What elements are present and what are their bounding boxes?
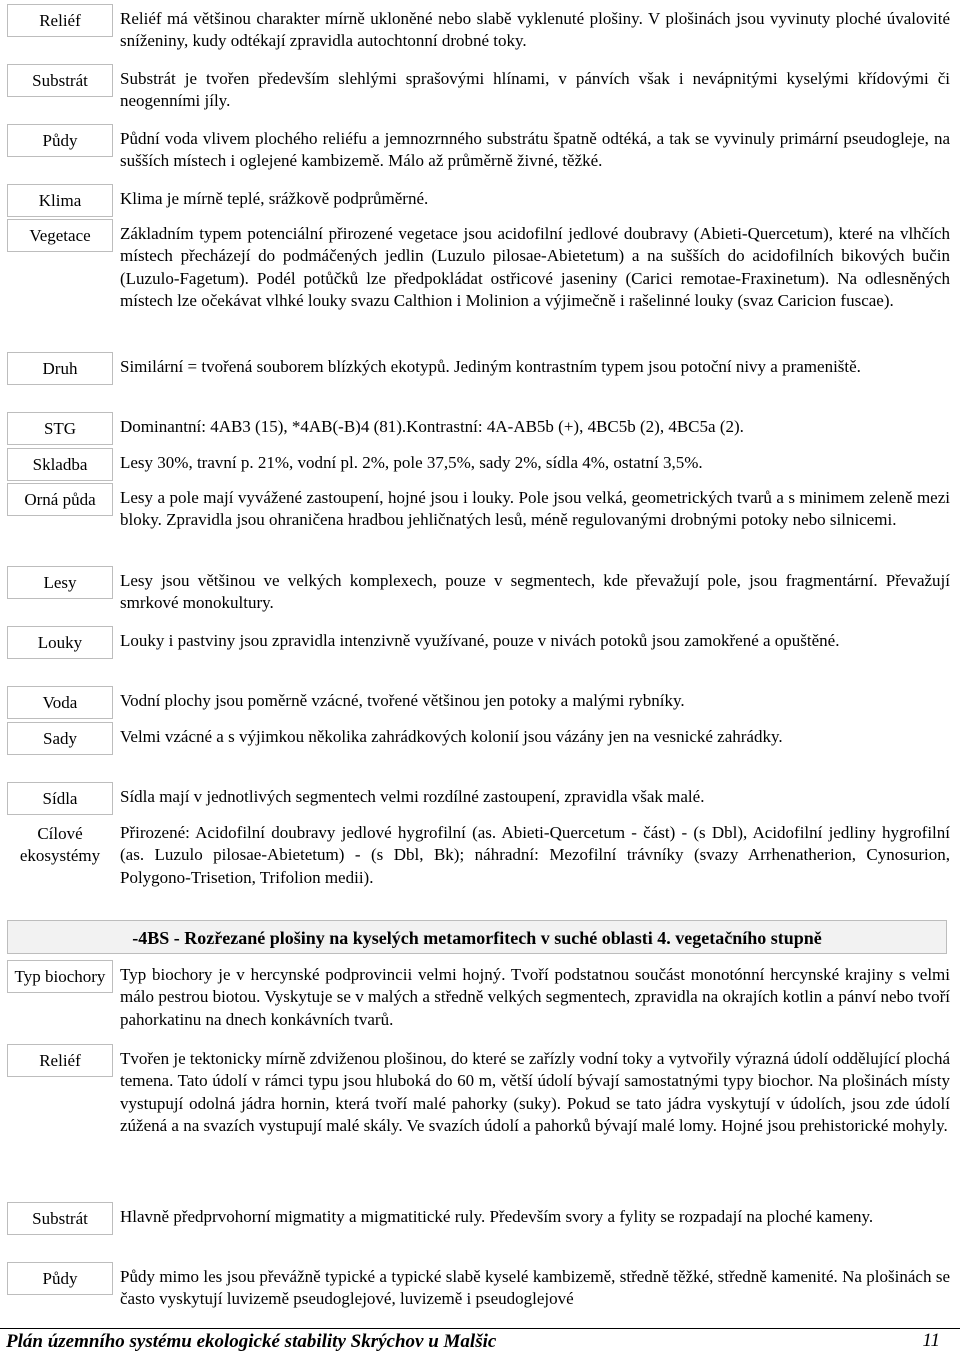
row-label: Klima	[7, 184, 113, 217]
row-text: Lesy a pole mají vyvážené zastoupení, hojné jsou i louky. Pole jsou velká, geometrických tvarů a s minimem zeleně mezi bloky. Zpravidla jsou ohraničena hradbou jehličnatých lesů, méně regulovanými drobnými potoky nebo silnicemi.	[120, 488, 950, 530]
row-text: Typ biochory je v hercynské podprovincii velmi hojný. Tvoří podstatnou součást monotónní hercynské krajiny s velmi málo pestrou biotou. Vyskytuje se v malých a středně velkých segmentech, zpravidla na okrajích kotlin a pánví nebo tvoří pahorkatinu na dnech konkávních tvarů.	[120, 965, 950, 1029]
footer-title: Plán územního systému ekologické stability Skrýchov u Malšic	[6, 1331, 497, 1352]
row-label: Orná půda	[7, 483, 113, 516]
row-label: Cílové ekosystémy	[19, 824, 101, 865]
row-label: Lesy	[7, 566, 113, 599]
row-label: Substrát	[7, 64, 113, 97]
row-text: Klima je mírně teplé, srážkově podprůměrné.	[120, 189, 429, 208]
row-text: Přirozené: Acidofilní doubravy jedlové hygrofilní (as. Abieti-Quercetum - část) - (s Dbl), Acidofilní jedliny hygrofilní (as. Luzulo pilosae-Abietetum) - (s Dbl, Bk); náhradní: Mezofilní trávníky (svazy Arrhenatherion, Cynosurion, Polygono-Trisetion, Trifolion medii).	[120, 823, 950, 887]
row-text: Půdy mimo les jsou převážně typické a typické slabě kyselé kambizemě, středně těžké, středně kamenité. Na plošinách se často vyskytují luvizemě pseudoglejové, luvizemě i pseudoglejové	[120, 1267, 950, 1309]
row-label: Vegetace	[7, 219, 113, 252]
row-label: STG	[7, 412, 113, 445]
row-text: Substrát je tvořen především slehlými sprašovými hlínami, v pánvích však i nevápnitými kyselými křídovými či neogenními jíly.	[120, 69, 950, 111]
row-label: Reliéf	[7, 4, 113, 37]
row-label: Druh	[7, 352, 113, 385]
row-text: Lesy jsou většinou ve velkých komplexech, pouze v segmentech, kde převažují pole, jsou fragmentární. Převažují smrkové monokultury.	[120, 571, 950, 613]
row-text: Hlavně předprvohorní migmatity a migmatitické ruly. Především svory a fylity se rozpadají na ploché kameny.	[120, 1207, 874, 1226]
row-label: Substrát	[7, 1202, 113, 1235]
row-label: Typ biochory	[7, 960, 113, 993]
row-text: Tvořen je tektonicky mírně zdviženou plošinou, do které se zařízly vodní toky a vytvořily výrazná údolí oddělující plochá temena. Tato údolí v rámci typu jsou hluboká do 60 m, větší údolí bývají samostatnými typy biochor. Na plošinách místy vystupují odolná jádra hornin, která tvoří malé pahorky (suky). Pokud se tato jádra vyskytují v údolích, jsou zde údolí zúžená a na svazích vystupují malé skály. Ve svazích údolí a pahorků bývají malé lomy. Hojné jsou prehistorické mohyly.	[120, 1049, 950, 1136]
row-label: Sady	[7, 722, 113, 755]
row-label: Půdy	[7, 124, 113, 157]
row-label: Půdy	[7, 1262, 113, 1295]
row-text: Dominantní: 4AB3 (15), *4AB(-B)4 (81).Kontrastní: 4A-AB5b (+), 4BC5b (2), 4BC5a (2).	[120, 417, 744, 436]
row-label: Louky	[7, 626, 113, 659]
row-text: Reliéf má většinou charakter mírně ukloněné nebo slabě vyklenuté plošiny. V plošinách jsou vyvinuty ploché úvalovité sníženiny, kudy odtékají zpravidla autochtonní drobné toky.	[120, 9, 950, 51]
row-label: Sídla	[7, 782, 113, 815]
footer-divider	[0, 1328, 960, 1329]
row-text: Sídla mají v jednotlivých segmentech velmi rozdílné zastoupení, zpravidla však malé.	[120, 787, 705, 806]
row-label: Voda	[7, 686, 113, 719]
page-number: 11	[922, 1330, 940, 1351]
row-text: Půdní voda vlivem plochého reliéfu a jemnozrnného substrátu špatně odtéká, a tak se vyvinuly primární pseudogleje, na sušších místech i oglejené kambizemě. Málo až průměrně živné, těžké.	[120, 129, 950, 171]
row-text: Velmi vzácné a s výjimkou několika zahrádkových kolonií jsou vázány jen na vesnické zahrádky.	[120, 727, 783, 746]
row-text: Lesy 30%, travní p. 21%, vodní pl. 2%, pole 37,5%, sady 2%, sídla 4%, ostatní 3,5%.	[120, 453, 703, 472]
row-label: Skladba	[7, 448, 113, 481]
row-text: Louky i pastviny jsou zpravidla intenzivně využívané, pouze v nivách potoků jsou zamokřené a opuštěné.	[120, 631, 840, 650]
section-title: -4BS - Rozřezané plošiny na kyselých metamorfitech v suché oblasti 4. vegetačního stupně	[7, 920, 947, 954]
row-text: Similární = tvořená souborem blízkých ekotypů. Jediným kontrastním typem jsou potoční nivy a prameniště.	[120, 357, 861, 376]
row-text: Vodní plochy jsou poměrně vzácné, tvořené většinou jen potoky a malými rybníky.	[120, 691, 685, 710]
row-text: Základním typem potenciální přirozené vegetace jsou acidofilní jedlové doubravy (Abieti-Quercetum), které na vlhčích místech přecházejí do podmáčených jedlin (Luzulo pilosae-Abietetum) a na sušších do acidofilních bikových bučin (Luzulo-Fagetum). Podél potůčků lze předpokládat ostřicové jaseniny (Carici remotae-Fraxinetum). Na odlesněných místech lze očekávat vlhké louky svazu Calthion i Molinion a výjimečně i rašelinné louky (svaz Caricion fuscae).	[120, 224, 950, 311]
row-label: Reliéf	[7, 1044, 113, 1077]
